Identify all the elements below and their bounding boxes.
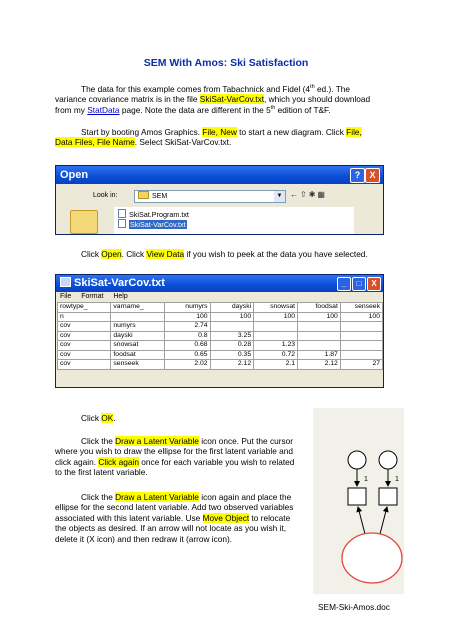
loading-label-1: 1 — [364, 476, 368, 483]
loading-label-2: 1 — [395, 476, 399, 483]
footer-filename: SEM-Ski-Amos.doc — [318, 602, 390, 612]
data-grid — [57, 302, 383, 370]
menu-file[interactable]: File — [60, 293, 72, 300]
menu-help[interactable]: Help — [113, 293, 128, 300]
window-icon — [60, 277, 71, 287]
paragraph-latent-2: Click the Draw a Latent Variable icon again and place the ellipse for the second latent variable. Add two observed variables associated with this latent variable. Use Move Object to relocate the objects as desired. If an arrow will not locate as you wish it, delete it (X icon) and then redraw it (arrow icon). — [55, 492, 294, 544]
paragraph-open: Click Open. Click View Data if you wish to peek at the data you have selected. — [81, 249, 368, 259]
paragraph-boot: Start by booting Amos Graphics. File, New to start a new diagram. Click File, Data Files, File Name. Select SkiSat-VarCov.txt. — [55, 127, 362, 148]
look-in-select[interactable]: SEM ▼ — [134, 190, 286, 203]
file-list — [114, 207, 354, 235]
table-row[interactable]: cov dayski 0.8 3.25 — [58, 331, 383, 341]
menu-format[interactable]: Format — [81, 293, 104, 300]
open-dialog-title: Open — [60, 169, 89, 181]
table-row[interactable]: cov senseek 2.02 2.12 2.1 2.12 27 — [58, 360, 383, 370]
folder-icon — [138, 191, 149, 199]
text-file-icon — [118, 219, 126, 228]
error-term-2 — [379, 451, 397, 469]
sem-diagram — [313, 408, 404, 594]
new-folder-icon: ✱ — [308, 190, 318, 199]
paragraph-latent-1: Click the Draw a Latent Variable icon once. Put the cursor where you wish to draw the ellipse for the first latent variable and click again. Click again once for each variable you wish to related to the first latent variable. — [55, 436, 295, 478]
up-folder-icon: ⇧ — [300, 190, 309, 199]
look-in-label: Look in: — [93, 192, 118, 199]
menu-bar — [56, 292, 383, 302]
data-window-titlebar — [56, 275, 383, 292]
table-row[interactable]: n 100 100 100 100 100 — [58, 312, 383, 322]
file-item[interactable]: SkiSat.Program.txt — [118, 209, 189, 219]
toolbar-icons[interactable] — [290, 190, 327, 199]
observed-variable-1 — [348, 488, 366, 505]
file-name-highlight: SkiSat-VarCov.txt — [199, 94, 265, 105]
minimize-button[interactable]: _ — [337, 277, 351, 291]
paragraph-ok: Click OK. — [81, 413, 116, 423]
error-term-1 — [348, 451, 366, 469]
table-row[interactable]: cov foodsat 0.65 0.35 0.72 1.87 — [58, 350, 383, 360]
paragraph-intro: The data for this example comes from Tabachnick and Fidel (4th ed.). The variance covariance matrix is in the file SkiSat-VarCov.txt, which you should download from my StatData page. Note the data are different in the 5th edition of T&F. — [55, 84, 371, 115]
data-view-window — [55, 274, 384, 388]
data-window-title: SkiSat-VarCov.txt — [74, 277, 165, 289]
loading-path-1 — [358, 507, 365, 534]
view-menu-icon: ▦ — [317, 190, 327, 199]
close-button[interactable]: X — [365, 168, 380, 183]
help-button[interactable]: ? — [350, 168, 365, 183]
chevron-down-icon[interactable]: ▼ — [274, 191, 285, 202]
open-dialog-titlebar — [56, 166, 383, 184]
table-row[interactable]: cov numyrs 2.74 — [58, 322, 383, 332]
statdata-link[interactable]: StatData — [87, 104, 120, 115]
doc-title: SEM With Amos: Ski Satisfaction — [143, 57, 309, 69]
back-icon: ← — [290, 190, 300, 199]
text-file-icon — [118, 209, 126, 218]
maximize-button[interactable]: □ — [352, 277, 366, 291]
close-button[interactable]: X — [367, 277, 381, 291]
recent-places-icon[interactable] — [70, 210, 98, 234]
latent-variable-ellipse — [342, 533, 402, 583]
file-item-selected[interactable]: SkiSat-VarCov.txt — [118, 219, 187, 229]
sem-diagram-svg — [313, 408, 404, 594]
table-row[interactable]: cov snowsat 0.68 0.28 1.23 — [58, 341, 383, 351]
table-header-row: rowtype_ varname_ numyrs dayski snowsat foodsat senseek — [58, 303, 383, 313]
open-dialog — [55, 165, 384, 235]
loading-path-2 — [380, 507, 387, 534]
observed-variable-2 — [379, 488, 397, 505]
